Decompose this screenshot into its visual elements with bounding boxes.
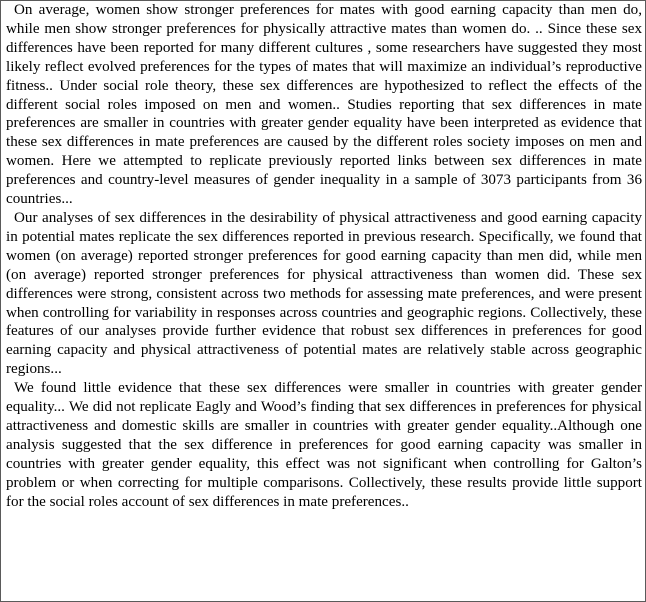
paragraph-1: On average, women show stronger preferences for mates with good earning capacity than men do, while men show stronger preferences for physically attractive mates than women do. .. Since these sex differences have been reported for many different cultures , some researchers have suggested they most likely reflect evolved preferences for the types of mates that will maximize an individual’s reproductive fitness.. Under social role theory, these sex differences are hypothesized to reflect the effects of the different social roles imposed on men and women.. Studies reporting that sex differences in mate preferences are smaller in countries with greater gender equality have been interpreted as evidence that these sex differences in mate preferences are caused by the different roles society imposes on men and women. Here we attempted to replicate previously reported links between sex differences in mate preferences and country-level measures of gender inequality in a sample of 3073 participants from 36 countries... xyxy=(6,2,642,208)
paragraph-3: We found little evidence that these sex differences were smaller in countries with greater gender equality... We did not replicate Eagly and Wood’s finding that sex differences in preferences for physical attractiveness and domestic skills are smaller in countries with greater gender equality..Although one analysis suggested that the sex difference in preferences for good earning capacity was smaller in countries with greater gender equality, this effect was not significant when controlling for Galton’s problem or when correcting for multiple comparisons. Collectively, these results provide little support for the social roles account of sex differences in mate preferences.. xyxy=(6,380,642,510)
paragraph-2: Our analyses of sex differences in the desirability of physical attractiveness and good earning capacity in potential mates replicate the sex differences reported in previous research. Specifically, we found that women (on average) reported stronger preferences for good earning capacity than men did, while men (on average) reported stronger preferences for physical attractiveness than women did. These sex differences were strong, consistent across two methods for assessing mate preferences, and were present when controlling for variability in responses across countries and geographic regions. Collectively, these features of our analyses provide further evidence that robust sex differences in preferences for good earning capacity and physical attractiveness of potential mates are relatively stable across geographic regions... xyxy=(6,209,642,378)
document-text xyxy=(6,1,642,511)
